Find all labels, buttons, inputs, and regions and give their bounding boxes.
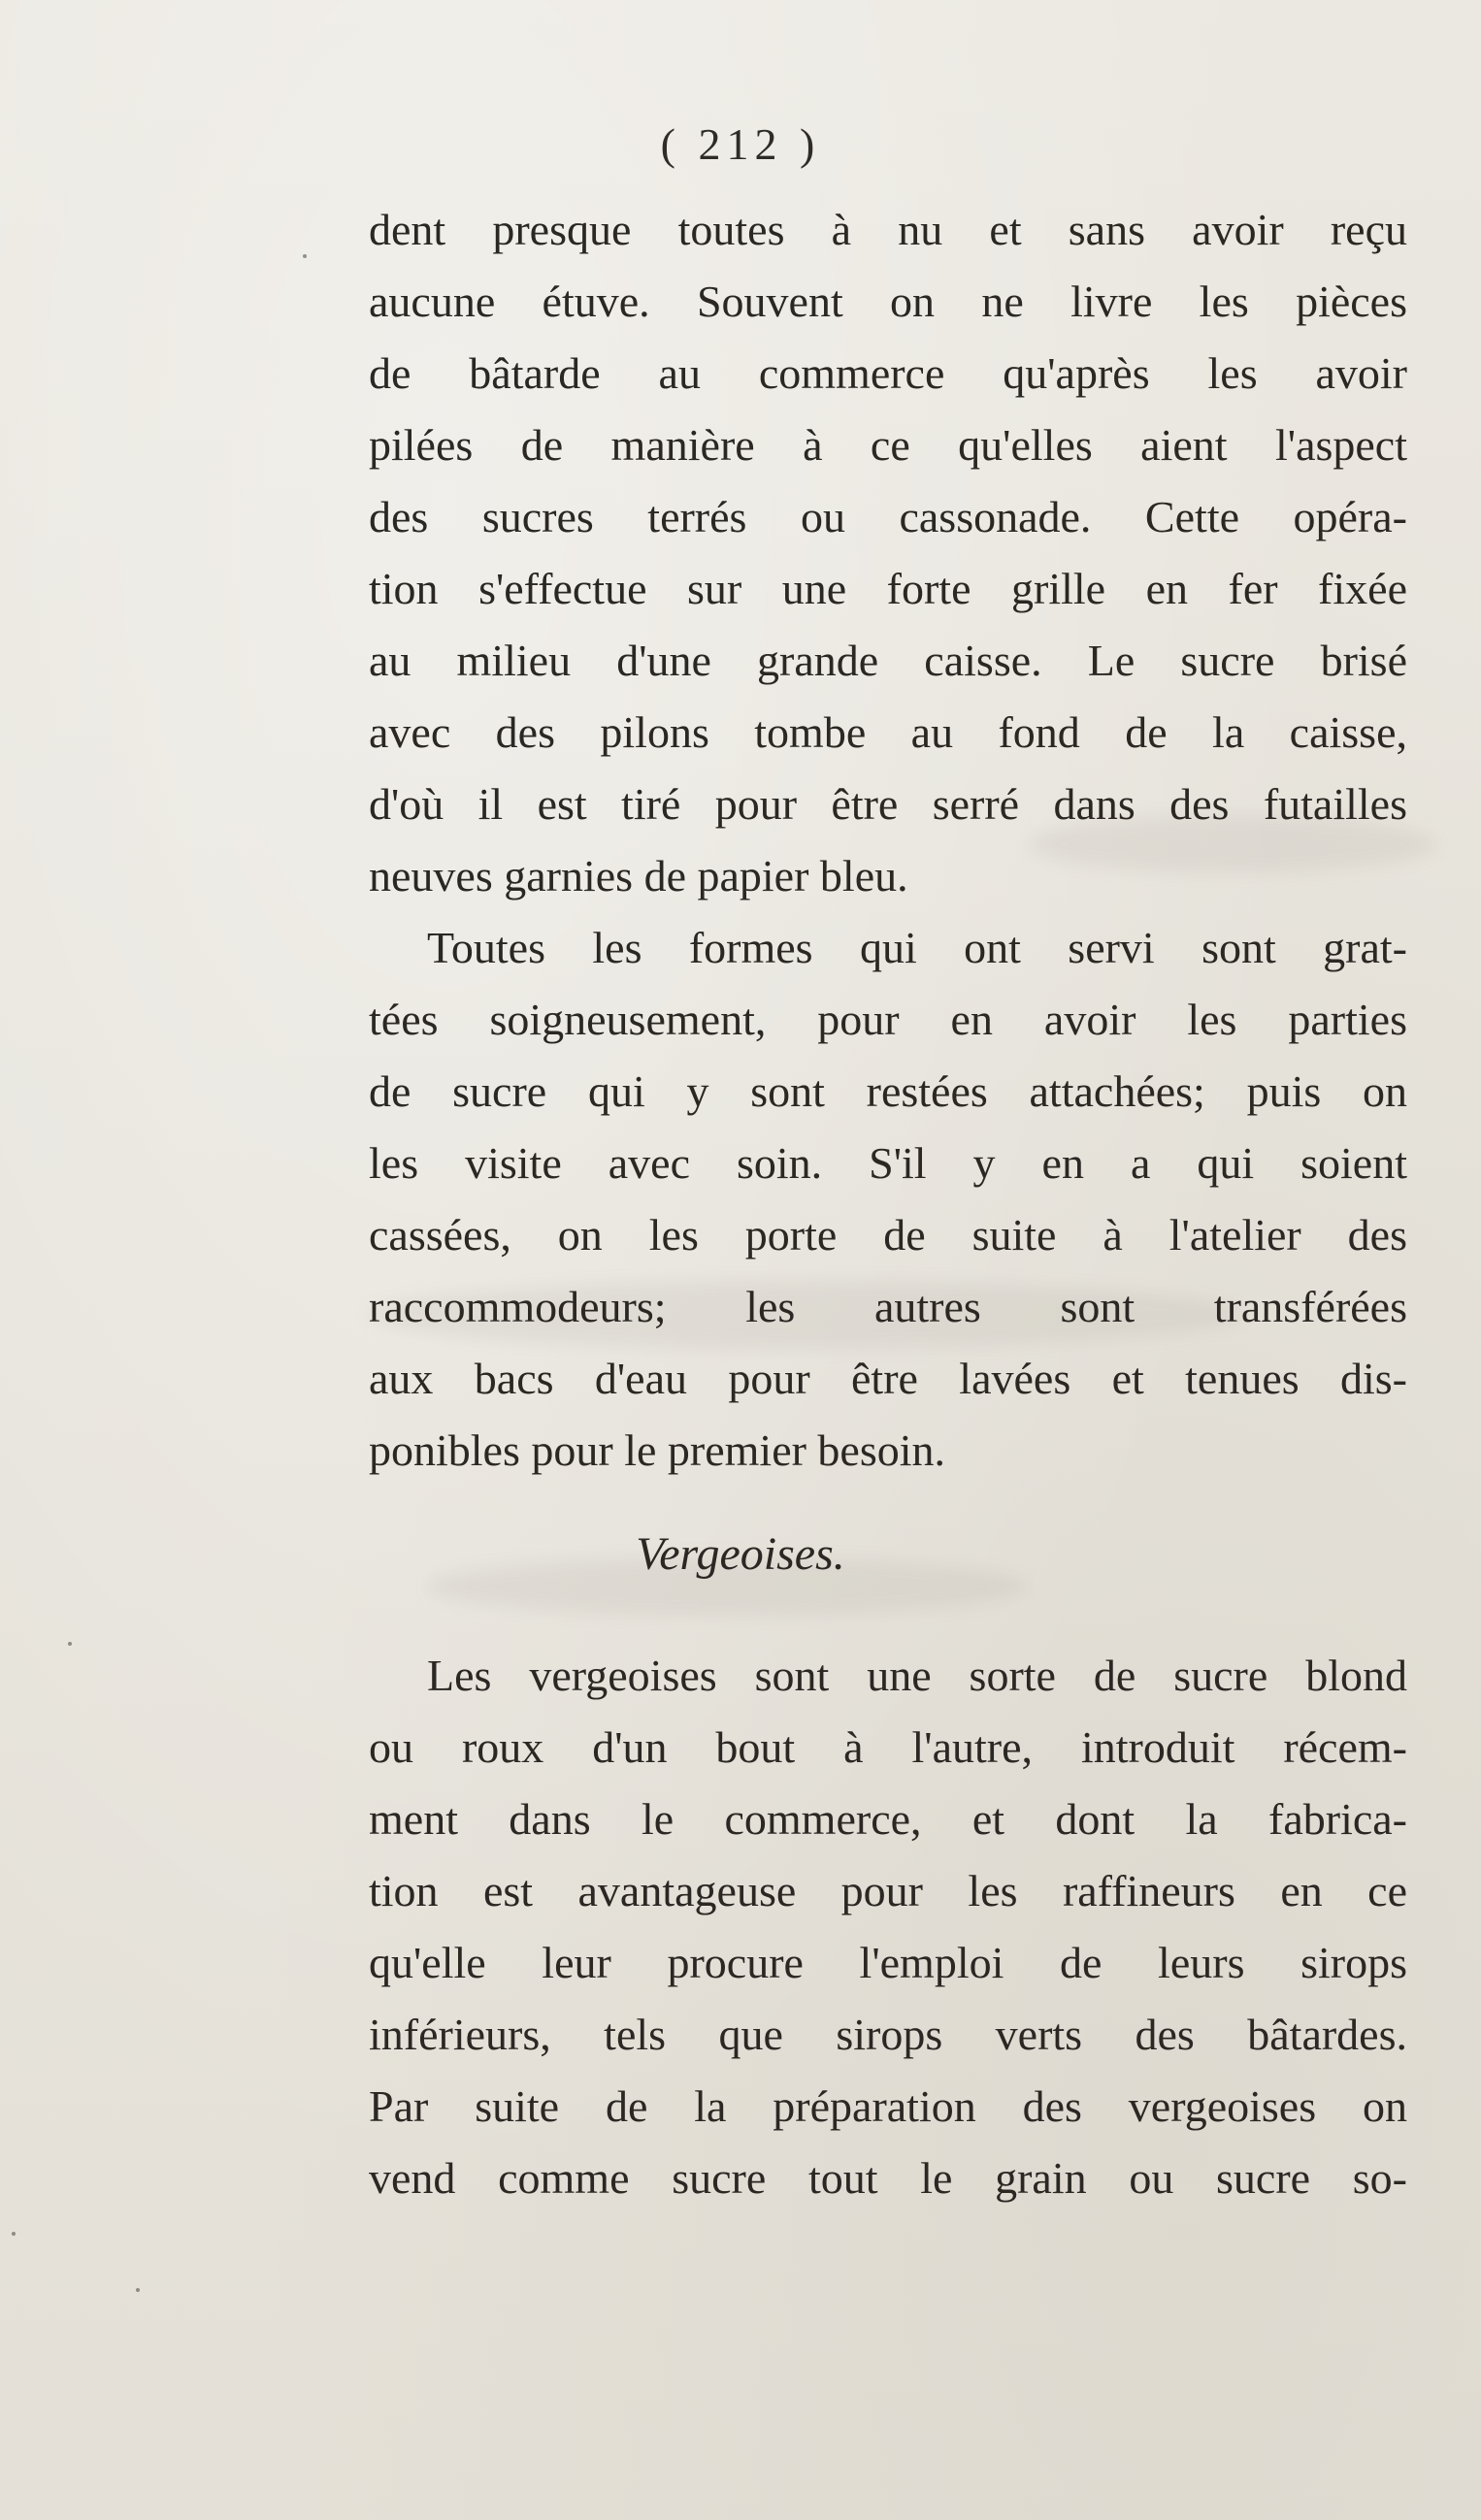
text-line: aucune étuve. Souvent on ne livre les pièces <box>369 277 1407 326</box>
text-line: tées soigneusement, pour en avoir les parties <box>369 995 1407 1044</box>
text-line: Les vergeoises sont une sorte de sucre blond <box>427 1651 1407 1700</box>
text-line: Par suite de la préparation des vergeoises on <box>369 2081 1407 2131</box>
text-line: pilées de manière à ce qu'elles aient l'aspect <box>369 420 1407 470</box>
text-line: raccommodeurs; les autres sont transférées <box>369 1282 1407 1331</box>
text-line: qu'elle leur procure l'emploi de leurs sirops <box>369 1938 1407 1987</box>
text-line: au milieu d'une grande caisse. Le sucre brisé <box>369 636 1407 685</box>
page-number: ( 212 ) <box>660 119 821 169</box>
paper-speck <box>12 2232 16 2236</box>
text-line: les visite avec soin. S'il y en a qui soient <box>369 1138 1407 1188</box>
text-line: avec des pilons tombe au fond de la caisse, <box>369 707 1407 757</box>
paper-speck <box>68 1642 72 1646</box>
text-line: Toutes les formes qui ont servi sont grat- <box>427 923 1407 972</box>
text-line: inférieurs, tels que sirops verts des bâtardes. <box>369 2010 1407 2059</box>
text-line: de bâtarde au commerce qu'après les avoir <box>369 348 1407 398</box>
text-line: vend comme sucre tout le grain ou sucre so- <box>369 2153 1407 2203</box>
text-line: neuves garnies de papier bleu. <box>369 851 908 900</box>
text-line: ponibles pour le premier besoin. <box>369 1425 946 1475</box>
body-text-upper <box>369 194 1407 1487</box>
text-line: des sucres terrés ou cassonade. Cette opéra- <box>369 492 1407 541</box>
text-line: de sucre qui y sont restées attachées; puis on <box>369 1066 1407 1116</box>
text-line: ment dans le commerce, et dont la fabrica- <box>369 1794 1407 1844</box>
text-line: cassées, on les porte de suite à l'atelier des <box>369 1210 1407 1260</box>
section-heading: Vergeoises. <box>636 1528 845 1580</box>
text-line: tion est avantageuse pour les raffineurs en ce <box>369 1866 1407 1915</box>
text-line: ou roux d'un bout à l'autre, introduit récem- <box>369 1722 1407 1772</box>
text-line: tion s'effectue sur une forte grille en fer fixée <box>369 564 1407 613</box>
text-line: d'où il est tiré pour être serré dans des futailles <box>369 779 1407 829</box>
body-text-lower <box>369 1640 1407 2214</box>
text-line: aux bacs d'eau pour être lavées et tenues dis- <box>369 1354 1407 1403</box>
paper-speck <box>303 254 307 258</box>
paper-speck <box>136 2288 140 2292</box>
text-line: dent presque toutes à nu et sans avoir reçu <box>369 205 1407 254</box>
